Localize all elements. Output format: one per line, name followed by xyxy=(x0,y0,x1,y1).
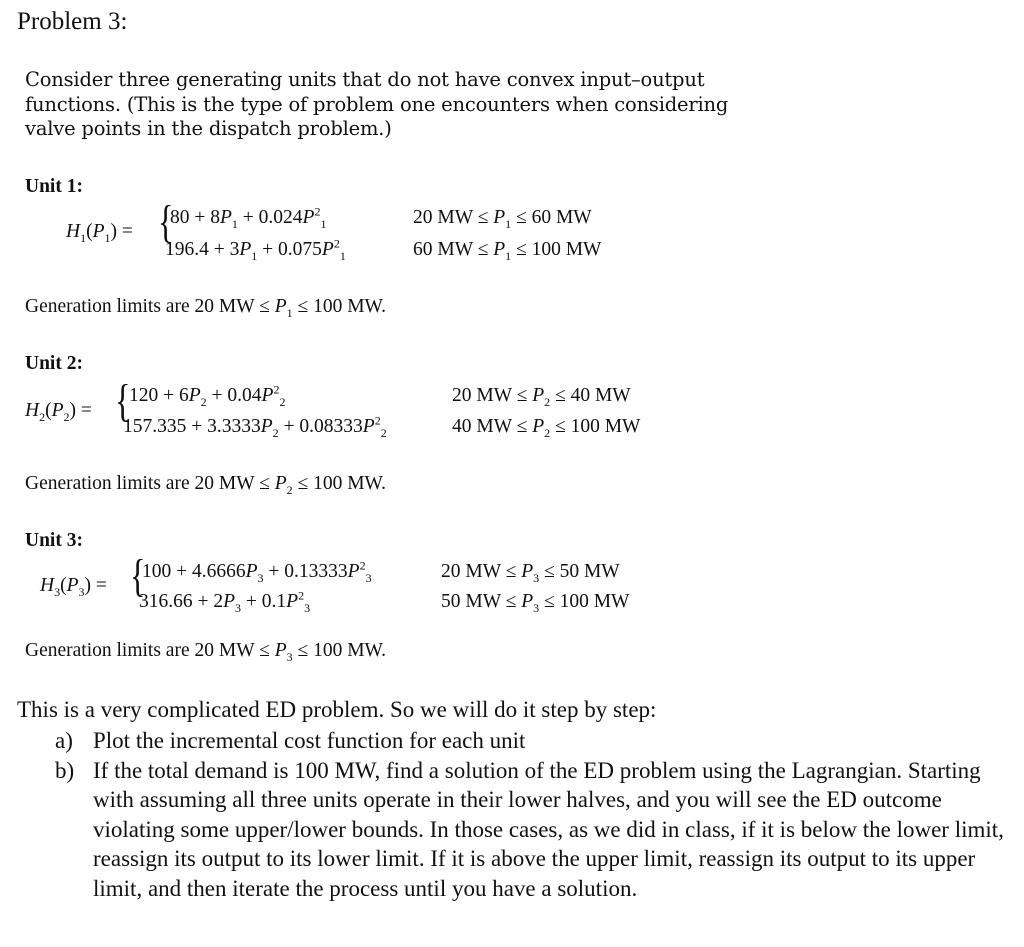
unit-1-heading: Unit 1: xyxy=(25,176,83,197)
intro-paragraph xyxy=(25,68,728,142)
unit-3-heading: Unit 3: xyxy=(25,530,83,551)
unit-2-function-lhs: $H_2(P_2)$ = xyxy=(25,400,92,424)
task-item xyxy=(52,756,1012,904)
unit-2-limits: Generation limits are 20 MW ≤ $P_2 \le 100$ MW. xyxy=(25,473,387,497)
unit-1-brace: { xyxy=(158,196,174,247)
intro-line: functions. (This is the type of problem one encounters when considering xyxy=(25,92,729,116)
problem-title: Problem 3: xyxy=(17,8,128,35)
unit-1-range-2: 60 MW ≤ $P_1 \le 100$ MW xyxy=(413,239,602,263)
unit-2-piece-1: $120 + 6P_2 + 0.04P^2_2$ xyxy=(129,382,286,409)
unit-2-brace: { xyxy=(115,375,131,426)
unit-1-function-lhs: $H_1(P_1)$ = xyxy=(66,221,133,245)
unit-2-range-2: 40 MW ≤ $P_2 \le 100$ MW xyxy=(452,416,641,440)
unit-1-limits: Generation limits are 20 MW ≤ $P_1 \le 100$ MW. xyxy=(25,296,387,320)
unit-2-range-1: 20 MW ≤ $P_2 \le 40$ MW xyxy=(452,385,631,409)
task-item xyxy=(52,726,1012,756)
task-intro: This is a very complicated ED problem. So we will do it step by step: xyxy=(17,697,657,722)
unit-2-heading: Unit 2: xyxy=(25,353,83,374)
unit-3-range-1: 20 MW ≤ $P_3 \le 50$ MW xyxy=(441,561,620,585)
intro-line: Consider three generating units that do not have convex input–output xyxy=(25,68,705,91)
unit-3-piece-1: $100 + 4.6666P_3 + 0.13333P^2_3$ xyxy=(142,558,372,585)
unit-1-range-1: 20 MW ≤ $P_1 \le 60$ MW xyxy=(413,207,592,231)
task-list xyxy=(52,726,1012,903)
unit-2-piece-2: $157.335 + 3.3333P_2 + 0.08333P^2_2$ xyxy=(123,413,387,440)
unit-3-function-lhs: $H_3(P_3)$ = xyxy=(40,575,107,599)
unit-1-piece-2: $196.4 + 3P_1 + 0.075P^2_1$ xyxy=(165,236,346,263)
task-label: b) xyxy=(55,757,75,783)
intro-line: valve points in the dispatch problem.) xyxy=(25,117,392,140)
unit-1-piece-1: $80 + 8P_1 + 0.024P^2_1$ xyxy=(170,204,327,231)
task-text: If the total demand is 100 MW, find a solution of the ED problem using the Lagrangian. Starting with assuming all three units operate in their lower halves, and you will see the ED outcome violating some upper/lower bounds. In those cases, as we did in class, if it is below the lower limit, reassign its output to its lower limit. If it is above the upper limit, reassign its output to its upper limit, and then iterate the process until you have a solution. xyxy=(93,757,1004,901)
unit-3-brace: { xyxy=(130,550,146,601)
task-label: a) xyxy=(55,728,73,753)
unit-3-piece-2: $316.66 + 2P_3 + 0.1P^2_3$ xyxy=(139,588,311,615)
unit-3-range-2: 50 MW ≤ $P_3 \le 100$ MW xyxy=(441,591,630,615)
unit-3-limits: Generation limits are 20 MW ≤ $P_3 \le 100$ MW. xyxy=(25,640,387,664)
task-text: Plot the incremental cost function for each unit xyxy=(93,728,526,753)
